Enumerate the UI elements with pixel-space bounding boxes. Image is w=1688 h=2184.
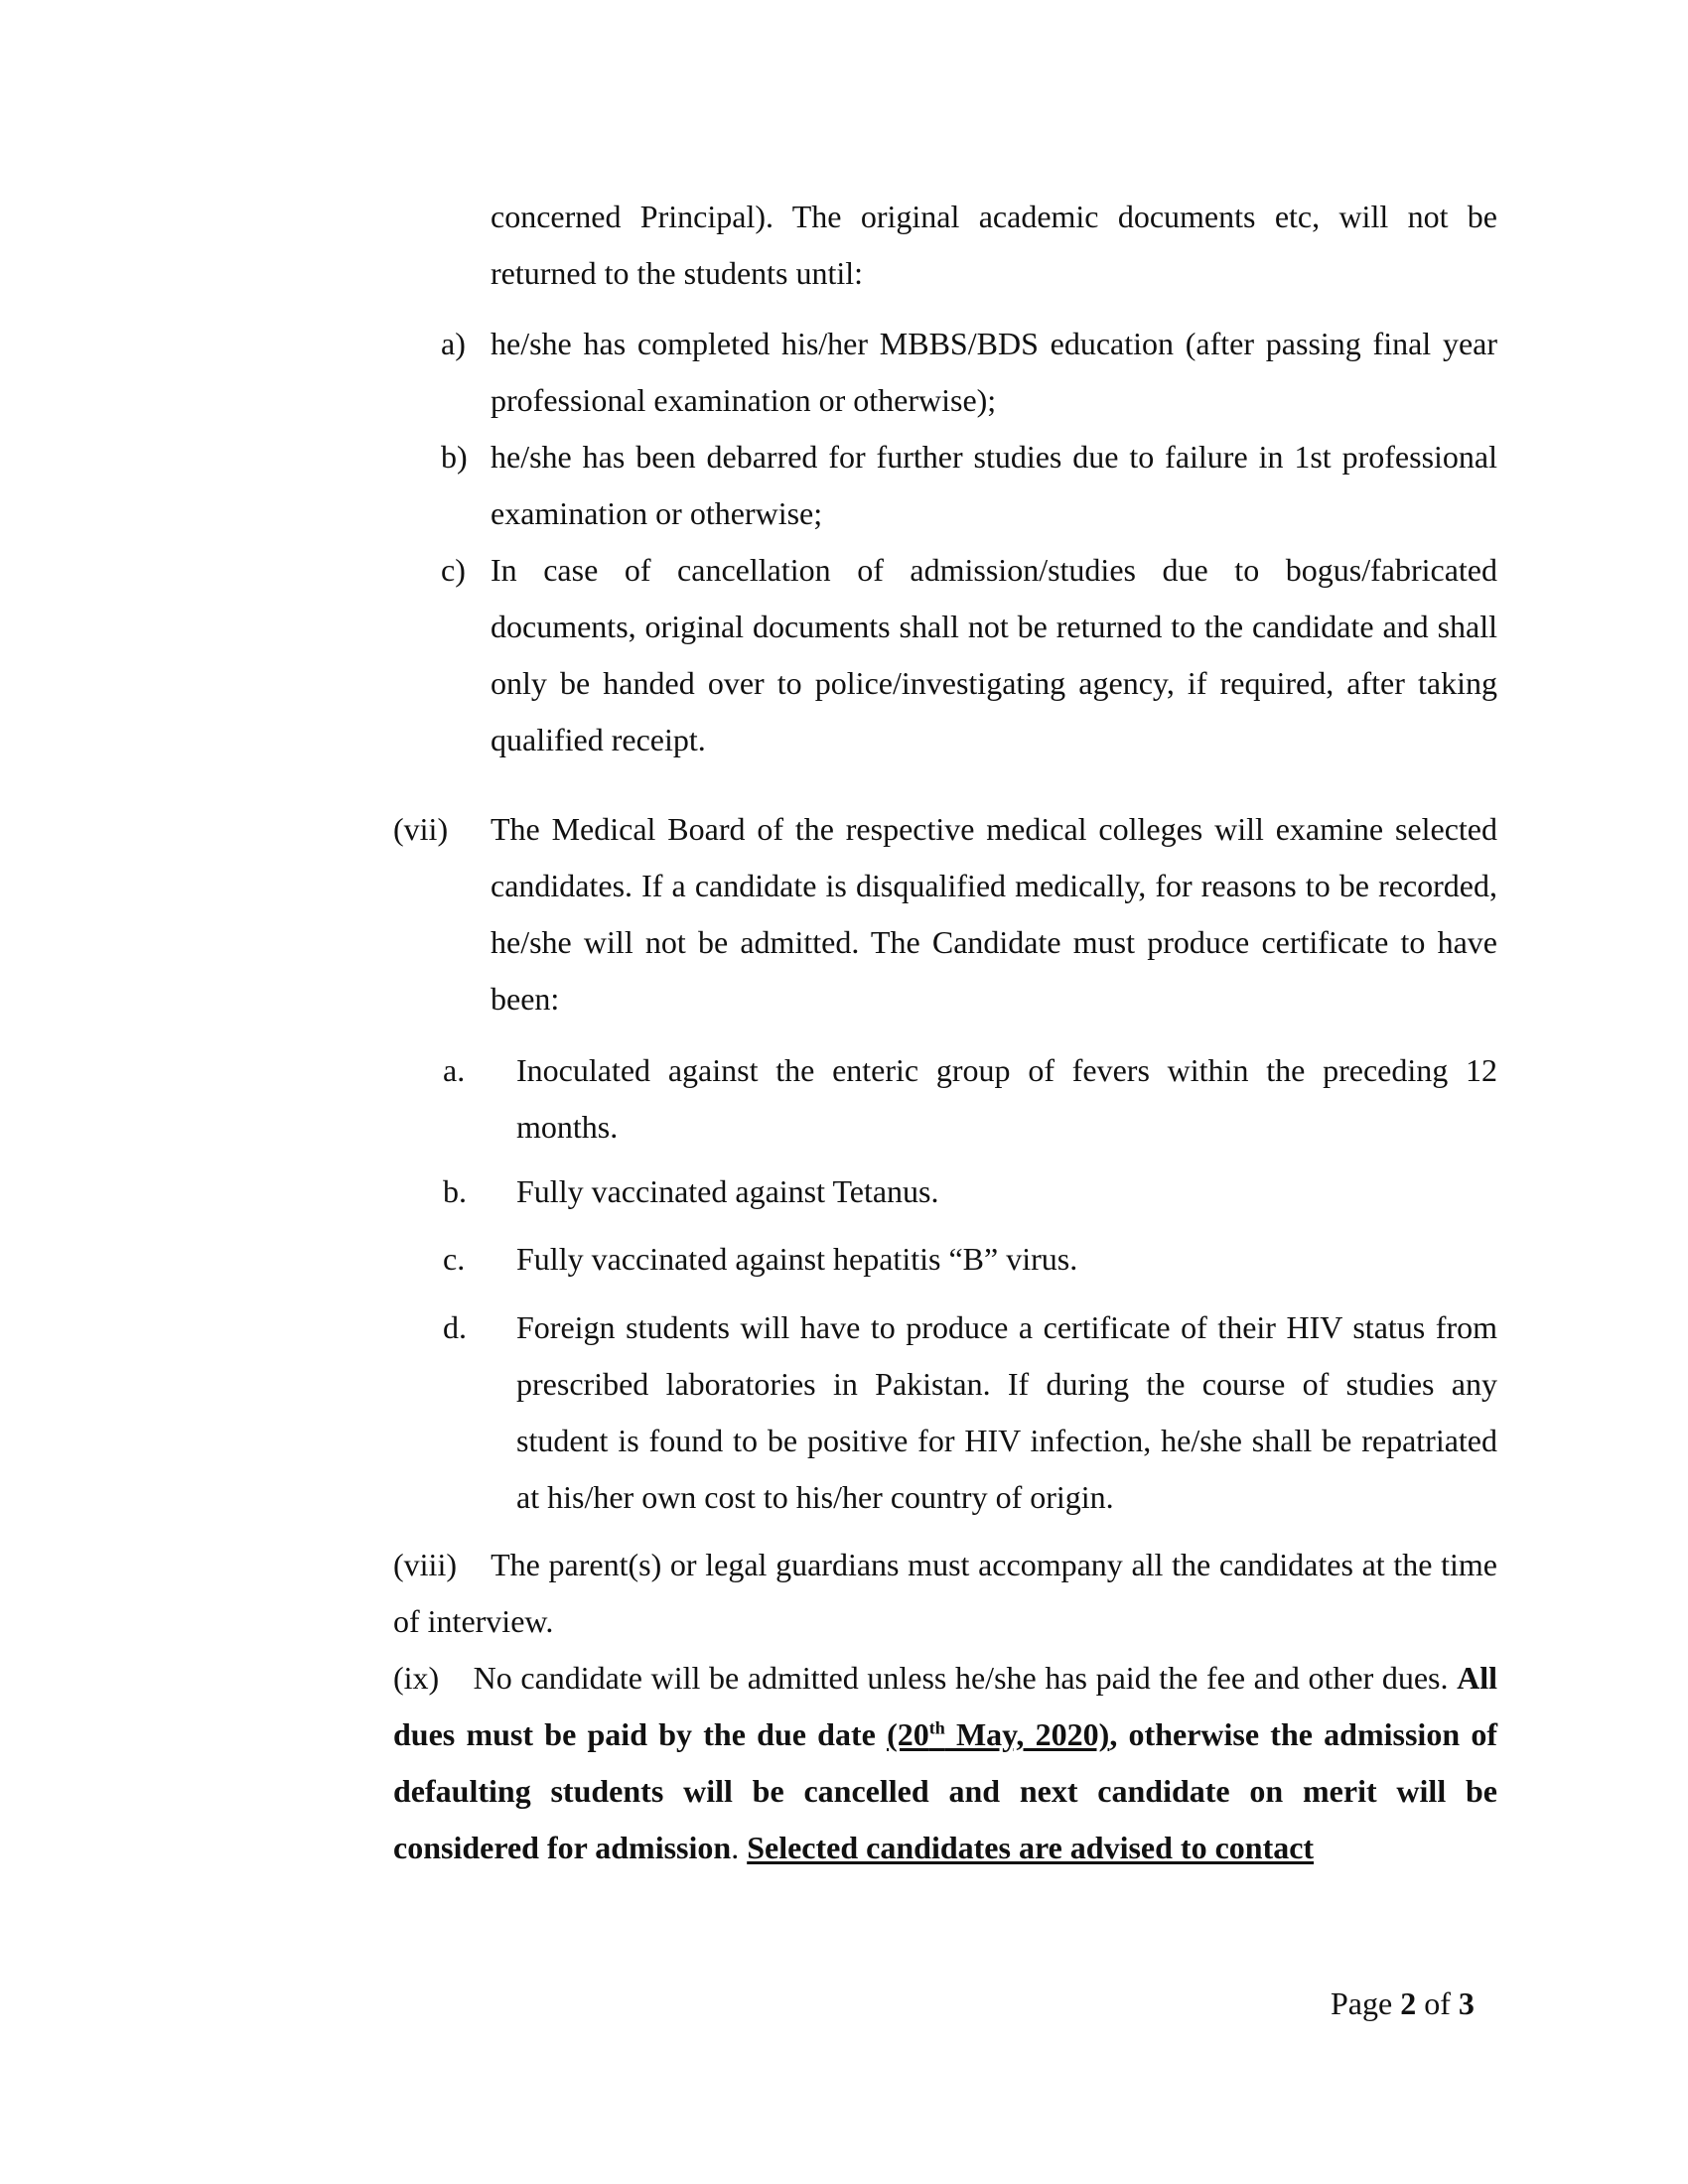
intro-paragraph: concerned Principal). The original academic documents etc, will not be returned to the students until: — [491, 199, 1497, 291]
condition-marker-b: b) — [441, 439, 468, 475]
requirement-marker-a: a. — [443, 1052, 466, 1088]
clause-ix-text: No candidate will be admitted unless he/she has paid the fee and other dues. — [473, 1660, 1449, 1696]
due-notice-lead: All dues must be paid by the due date — [393, 1660, 1498, 1752]
page-number-footer — [1331, 1983, 1475, 2023]
current-page-number: 2 — [1400, 1985, 1417, 2021]
condition-text-b: he/she has been debarred for further studies due to failure in 1st professional examination or otherwise; — [491, 439, 1497, 531]
requirement-marker-b: b. — [443, 1173, 467, 1209]
clause-ix-marker: (ix) — [393, 1660, 440, 1696]
requirement-text-d: Foreign students will have to produce a certificate of their HIV status from prescribed laboratories in Pakistan. If during the course of studies any student is found to be positive for HIV infection, he/she shall be repatriated at his/her own cost to his/her country of origin. — [516, 1309, 1497, 1515]
requirement-marker-c: c. — [443, 1241, 466, 1277]
due-date-sup: th — [928, 1717, 945, 1738]
requirement-text-c: Fully vaccinated against hepatitis “B” virus. — [516, 1241, 1078, 1277]
clause-viii-text: The parent(s) or legal guardians must accompany all the candidates at the time of interview. — [393, 1547, 1497, 1639]
requirement-text-b: Fully vaccinated against Tetanus. — [516, 1173, 939, 1209]
due-date-pre: (20 — [887, 1716, 929, 1752]
condition-text-c: In case of cancellation of admission/studies due to bogus/fabricated documents, original documents shall not be returned to the candidate and shall only be handed over to police/investigating agency, if required, after taking qualified receipt. — [491, 552, 1497, 757]
condition-marker-c: c) — [441, 552, 466, 588]
total-page-count: 3 — [1458, 1985, 1475, 2021]
requirement-marker-d: d. — [443, 1309, 467, 1345]
clause-viii-marker: (viii) — [393, 1547, 457, 1582]
condition-marker-a: a) — [441, 326, 466, 361]
contact-advice: Selected candidates are advised to contact — [747, 1830, 1315, 1865]
clause-ix-paragraph — [393, 1650, 1497, 1876]
due-notice-consequence: , otherwise the admission of defaulting students will be cancelled and next candidate on merit will be considered for admission — [393, 1716, 1498, 1865]
due-date — [887, 1716, 1109, 1752]
due-notice-period: . — [731, 1830, 748, 1865]
due-date-post: May, 2020) — [944, 1716, 1110, 1752]
of-word: of — [1416, 1985, 1459, 2021]
clause-viii-paragraph — [393, 1537, 1497, 1650]
condition-text-a: he/she has completed his/her MBBS/BDS education (after passing final year professional examination or otherwise); — [491, 326, 1497, 418]
requirement-text-a: Inoculated against the enteric group of fevers within the preceding 12 months. — [516, 1052, 1497, 1145]
clause-vii-text: The Medical Board of the respective medical colleges will examine selected candidates. If a candidate is disqualified medically, for reasons to be recorded, he/she will not be admitted. The Candidate must produce certificate to have been: — [491, 811, 1497, 1017]
page-word: Page — [1331, 1985, 1401, 2021]
clause-vii-marker: (vii) — [393, 811, 449, 847]
